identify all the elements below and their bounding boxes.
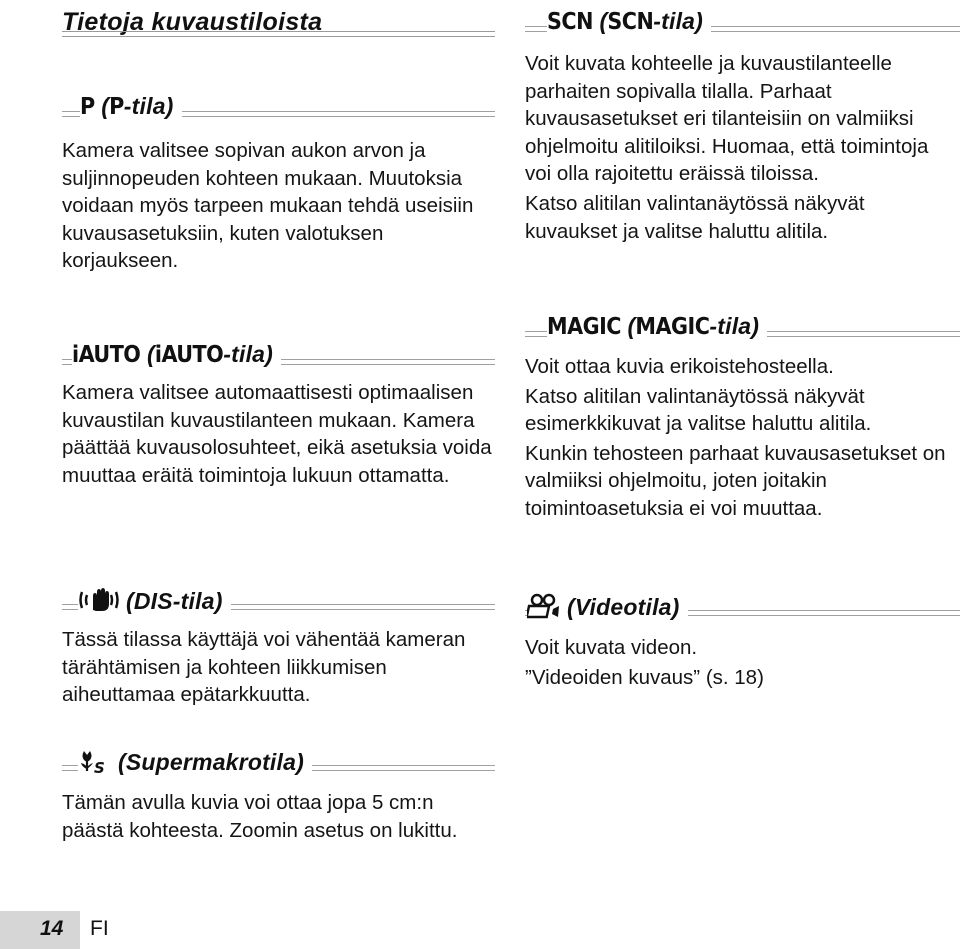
title-rule (62, 31, 495, 37)
section-body: Voit kuvata videon. ”Videoiden kuvaus” (s. 18) (525, 636, 764, 689)
section-heading: P (P-tila) (62, 93, 495, 127)
section-body: Voit kuvata kohteelle ja kuvaustilanteelle parhaiten sopivalla tilalla. Parhaat kuvausasetukset eri tilanteisiin on valmiiksi ohjelmoitu alitiloiksi. Huomaa, että toimintoja voi olla rajoitettu eräissä tiloissa. Katso alitilan valintanäytössä näkyvät kuvaukset ja valitse haluttu alitila. (525, 52, 929, 243)
iauto-mode-icon: iAUTO (72, 342, 141, 368)
section-heading: SCN (SCN-tila) (525, 8, 960, 42)
language-code: FI (90, 917, 109, 940)
section-heading: MAGIC (MAGIC-tila) (525, 313, 960, 347)
movie-camera-icon (527, 592, 561, 626)
svg-text:S: S (94, 759, 106, 775)
section-dis-mode (62, 586, 495, 709)
section-video-mode (525, 592, 960, 691)
section-body: Kamera valitsee automaattisesti optimaalisen kuvaustilan kuvaustilanteen mukaan. Kamera päättää kuvausolosuhteet, eikä asetuksia voida muuttaa eräitä toimintoja lukuun ottamatta. (62, 381, 492, 487)
section-body: Tämän avulla kuvia voi ottaa jopa 5 cm:n päästä kohteesta. Zoomin asetus on lukittu. (62, 791, 458, 842)
hand-shake-icon (78, 586, 120, 620)
p-mode-icon: P (80, 94, 95, 120)
section-magic-mode (525, 313, 960, 523)
section-iauto-mode (62, 341, 495, 489)
supermacro-flower-icon (78, 747, 112, 781)
section-heading: (Videotila) (525, 592, 960, 626)
section-heading: iAUTO (iAUTO-tila) (62, 341, 495, 375)
section-supermacro-mode (62, 747, 495, 844)
section-p-mode (62, 93, 495, 275)
section-body: Kamera valitsee sopivan aukon arvon ja suljinnopeuden kohteen mukaan. Muutoksia voidaan myös tarpeen mukaan tehdä useisiin kuvausasetuksiin, kuten valotuksen korjaukseen. (62, 139, 474, 273)
section-body: Tässä tilassa käyttäjä voi vähentää kameran tärähtämisen ja kohteen liikkumisen aiheuttamaa epätarkkuutta. (62, 628, 466, 707)
section-body: Voit ottaa kuvia erikoistehosteella. Katso alitilan valintanäytössä näkyvät esimerkkikuvat ja valitse haluttu alitila. Kunkin tehosteen parhaat kuvausasetukset on valmiiksi ohjelmoitu, joten joitakin toimintoasetuksia ei voi muuttaa. (525, 355, 946, 520)
page-title: Tietoja kuvaustiloista (62, 8, 323, 36)
magic-mode-icon: MAGIC (547, 314, 621, 340)
scn-mode-icon: SCN (547, 9, 593, 35)
section-heading: S (Supermakrotila) (62, 747, 495, 781)
page-number: 14 (40, 917, 64, 940)
section-scn-mode (525, 8, 960, 245)
section-heading: (DIS-tila) (62, 586, 495, 620)
